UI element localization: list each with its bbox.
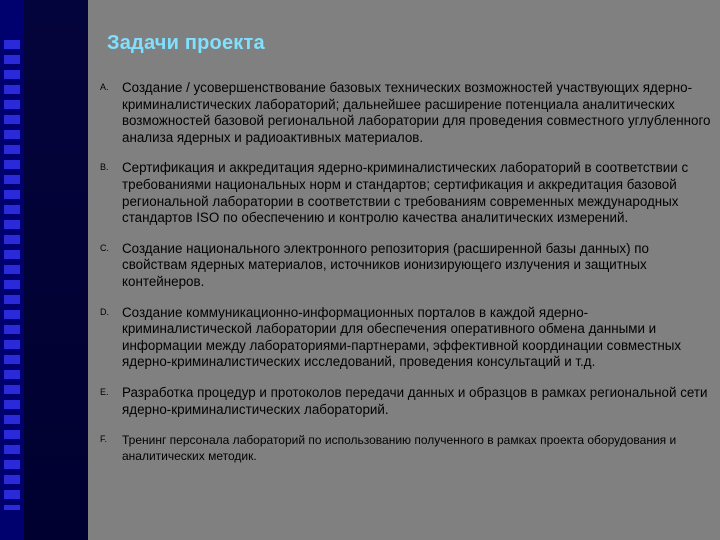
list-item-text: Тренинг персонала лабораторий по использованию полученного в рамках проекта оборудования и аналитических методик.	[122, 433, 677, 464]
list-marker: B.	[100, 162, 109, 173]
list-item-text: Создание коммуникационно-информационных порталов в каждой ядерно-криминалистической лаборатории для обеспечения оперативного обмена данными и информации между лабораториями-партнерами, эффективной координации совместных ядерно-криминалистических исследований, проведения консультаций и т.д.	[122, 304, 682, 370]
list-item-text: Сертификация и аккредитация ядерно-криминалистических лабораторий в соответствии с требованиями национальных норм и стандартов; сертификация и аккредитация базовой региональной лаборатории в соответствии с требованиям современных международных стандартов ISO по обеспечению и контролю качества аналитических измерений.	[122, 160, 689, 226]
left-decorative-strip	[0, 0, 24, 540]
list-marker: D.	[100, 306, 109, 317]
list-item	[100, 80, 712, 146]
list-item	[100, 432, 712, 464]
list-item	[100, 241, 712, 291]
list-item	[100, 305, 712, 371]
list-item	[100, 385, 712, 418]
slide-title: Задачи проекта	[107, 32, 265, 54]
list-marker: E.	[100, 386, 109, 397]
list-item-text: Создание национального электронного репозитория (расширенной базы данных) по свойствам ядерных материалов, источников ионизирующего излучения и защитных контейнеров.	[122, 240, 649, 289]
list-item-text: Разработка процедур и протоколов передачи данных и образцов в рамках региональной сети ядерно-криминалистических лабораторий.	[122, 384, 708, 417]
decorative-squares	[4, 40, 20, 510]
task-list	[100, 80, 712, 478]
list-marker: C.	[100, 242, 109, 253]
list-marker: A.	[100, 82, 109, 92]
list-item	[100, 160, 712, 226]
list-item-text: Создание / усовершенствование базовых технических возможностей участвующих ядерно-криминалистических лабораторий; дальнейшее расширение потенциала аналитических возможностей базовой региональной лаборатории для проведения совместного углубленного анализа ядерных и радиоактивных материалов.	[122, 80, 711, 145]
list-marker: F.	[100, 434, 108, 445]
